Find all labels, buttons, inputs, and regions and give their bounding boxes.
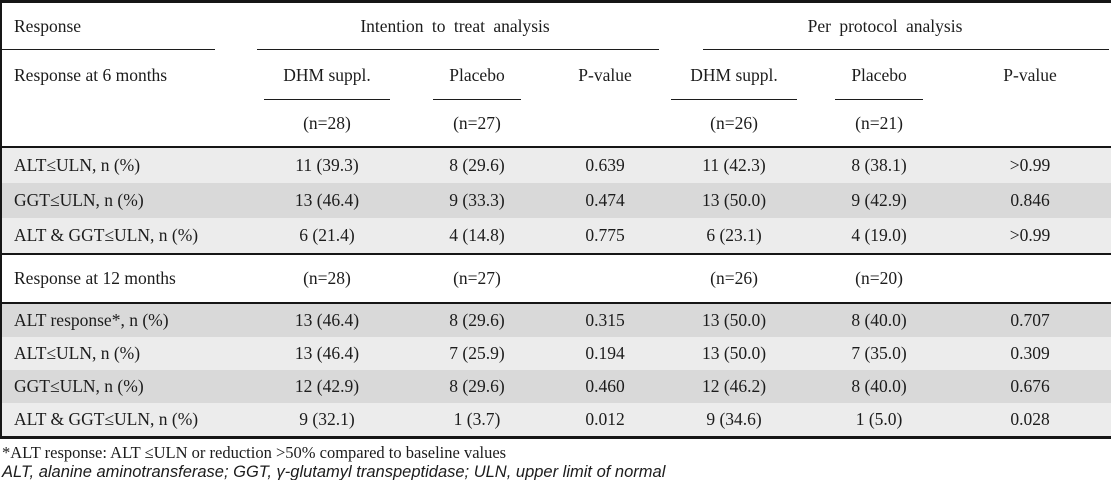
cell-itt-dhm: 13 (46.4) — [251, 183, 403, 218]
cell-pp-placebo: 1 (5.0) — [809, 403, 949, 438]
section12-empty — [949, 254, 1111, 303]
cell-itt-dhm: 11 (39.3) — [251, 147, 403, 183]
header-row-groups — [1, 2, 1111, 51]
table-row-ggt-6mo — [1, 183, 1111, 218]
cell-itt-placebo: 9 (33.3) — [403, 183, 551, 218]
row-label: ALT & GGT≤ULN, n (%) — [1, 403, 251, 438]
cell-itt-placebo: 8 (29.6) — [403, 147, 551, 183]
header-itt-group — [251, 2, 659, 51]
header-n-empty — [551, 100, 659, 147]
header-row-columns — [1, 50, 1111, 100]
row-label: ALT≤ULN, n (%) — [1, 337, 251, 370]
itt-pvalue-label: P-value — [578, 64, 632, 85]
cell-pp-pvalue: 0.676 — [949, 370, 1111, 403]
footnote-alt-response-definition: *ALT response: ALT ≤ULN or reduction >50% compared to baseline values — [2, 443, 507, 462]
header-row-n — [1, 100, 1111, 147]
header-itt-placebo — [403, 50, 551, 100]
header-pp-dhm — [659, 50, 809, 100]
pp-placebo-underline — [835, 99, 923, 100]
cell-pp-placebo: 8 (40.0) — [809, 303, 949, 337]
table-row-alt-12mo — [1, 337, 1111, 370]
cell-pp-dhm: 13 (50.0) — [659, 337, 809, 370]
pp-pvalue-label: P-value — [1003, 64, 1057, 85]
section12-pp-placebo-n: (n=20) — [809, 254, 949, 303]
itt-placebo-label: Placebo — [449, 64, 505, 85]
section12-label: Response at 12 months — [1, 254, 251, 303]
itt-dhm-n: (n=28) — [251, 100, 403, 147]
cell-itt-dhm: 9 (32.1) — [251, 403, 403, 438]
pp-dhm-label: DHM suppl. — [690, 64, 778, 85]
header-n-empty — [1, 100, 251, 147]
table-row-alt-6mo — [1, 147, 1111, 183]
cell-itt-dhm: 13 (46.4) — [251, 337, 403, 370]
cell-itt-placebo: 7 (25.9) — [403, 337, 551, 370]
cell-pp-dhm: 6 (23.1) — [659, 218, 809, 254]
cell-pp-placebo: 4 (19.0) — [809, 218, 949, 254]
cell-itt-dhm: 6 (21.4) — [251, 218, 403, 254]
cell-pp-placebo: 9 (42.9) — [809, 183, 949, 218]
header-response — [1, 2, 251, 51]
section12-itt-placebo-n: (n=27) — [403, 254, 551, 303]
cell-pp-pvalue: >0.99 — [949, 218, 1111, 254]
cell-itt-pvalue: 0.012 — [551, 403, 659, 438]
row-label: ALT≤ULN, n (%) — [1, 147, 251, 183]
header-pp-pvalue — [949, 50, 1111, 100]
cell-itt-placebo: 4 (14.8) — [403, 218, 551, 254]
pp-group-label: Per protocol analysis — [807, 16, 963, 36]
header-n-empty — [949, 100, 1111, 147]
section6-label: Response at 6 months — [14, 64, 168, 85]
cell-itt-pvalue: 0.315 — [551, 303, 659, 337]
cell-pp-dhm: 13 (50.0) — [659, 183, 809, 218]
pp-placebo-label: Placebo — [851, 64, 907, 85]
section12-pp-dhm-n: (n=26) — [659, 254, 809, 303]
cell-itt-placebo: 1 (3.7) — [403, 403, 551, 438]
section12-itt-dhm-n: (n=28) — [251, 254, 403, 303]
itt-dhm-underline — [264, 99, 390, 100]
cell-itt-placebo: 8 (29.6) — [403, 370, 551, 403]
cell-pp-placebo: 8 (40.0) — [809, 370, 949, 403]
cell-itt-pvalue: 0.639 — [551, 147, 659, 183]
row-label: GGT≤ULN, n (%) — [1, 370, 251, 403]
cell-pp-pvalue: >0.99 — [949, 147, 1111, 183]
cell-pp-pvalue: 0.028 — [949, 403, 1111, 438]
cell-itt-pvalue: 0.194 — [551, 337, 659, 370]
cell-pp-pvalue: 0.309 — [949, 337, 1111, 370]
header-itt-dhm — [251, 50, 403, 100]
cell-pp-placebo: 8 (38.1) — [809, 147, 949, 183]
header-response-label: Response — [14, 16, 82, 36]
cell-pp-pvalue: 0.707 — [949, 303, 1111, 337]
header-pp-group — [659, 2, 1111, 51]
itt-group-label: Intention to treat analysis — [360, 16, 550, 36]
pp-dhm-n: (n=26) — [659, 100, 809, 147]
cell-pp-dhm: 11 (42.3) — [659, 147, 809, 183]
cell-itt-pvalue: 0.775 — [551, 218, 659, 254]
footnote-abbreviations: ALT, alanine aminotransferase; GGT, γ-glutamyl transpeptidase; ULN, upper limit of normal — [2, 463, 666, 480]
cell-itt-pvalue: 0.474 — [551, 183, 659, 218]
table-row-ggt-12mo — [1, 370, 1111, 403]
row-label: GGT≤ULN, n (%) — [1, 183, 251, 218]
table-row-alt-response-12mo — [1, 303, 1111, 337]
header-itt-pvalue — [551, 50, 659, 100]
itt-dhm-label: DHM suppl. — [283, 64, 371, 85]
cell-itt-dhm: 12 (42.9) — [251, 370, 403, 403]
cell-pp-placebo: 7 (35.0) — [809, 337, 949, 370]
cell-pp-pvalue: 0.846 — [949, 183, 1111, 218]
pp-placebo-n: (n=21) — [809, 100, 949, 147]
cell-itt-pvalue: 0.460 — [551, 370, 659, 403]
row-label: ALT & GGT≤ULN, n (%) — [1, 218, 251, 254]
cell-itt-dhm: 13 (46.4) — [251, 303, 403, 337]
itt-placebo-n: (n=27) — [403, 100, 551, 147]
pp-dhm-underline — [671, 99, 797, 100]
cell-pp-dhm: 13 (50.0) — [659, 303, 809, 337]
cell-itt-placebo: 8 (29.6) — [403, 303, 551, 337]
table-row-alt-ggt-12mo — [1, 403, 1111, 438]
header-section6 — [1, 50, 251, 100]
header-pp-placebo — [809, 50, 949, 100]
cell-pp-dhm: 9 (34.6) — [659, 403, 809, 438]
itt-placebo-underline — [433, 99, 521, 100]
table-row-alt-ggt-6mo — [1, 218, 1111, 254]
section12-empty — [551, 254, 659, 303]
row-label: ALT response*, n (%) — [1, 303, 251, 337]
cell-pp-dhm: 12 (46.2) — [659, 370, 809, 403]
section12-header-row — [1, 254, 1111, 303]
table-footnotes — [0, 439, 1111, 480]
